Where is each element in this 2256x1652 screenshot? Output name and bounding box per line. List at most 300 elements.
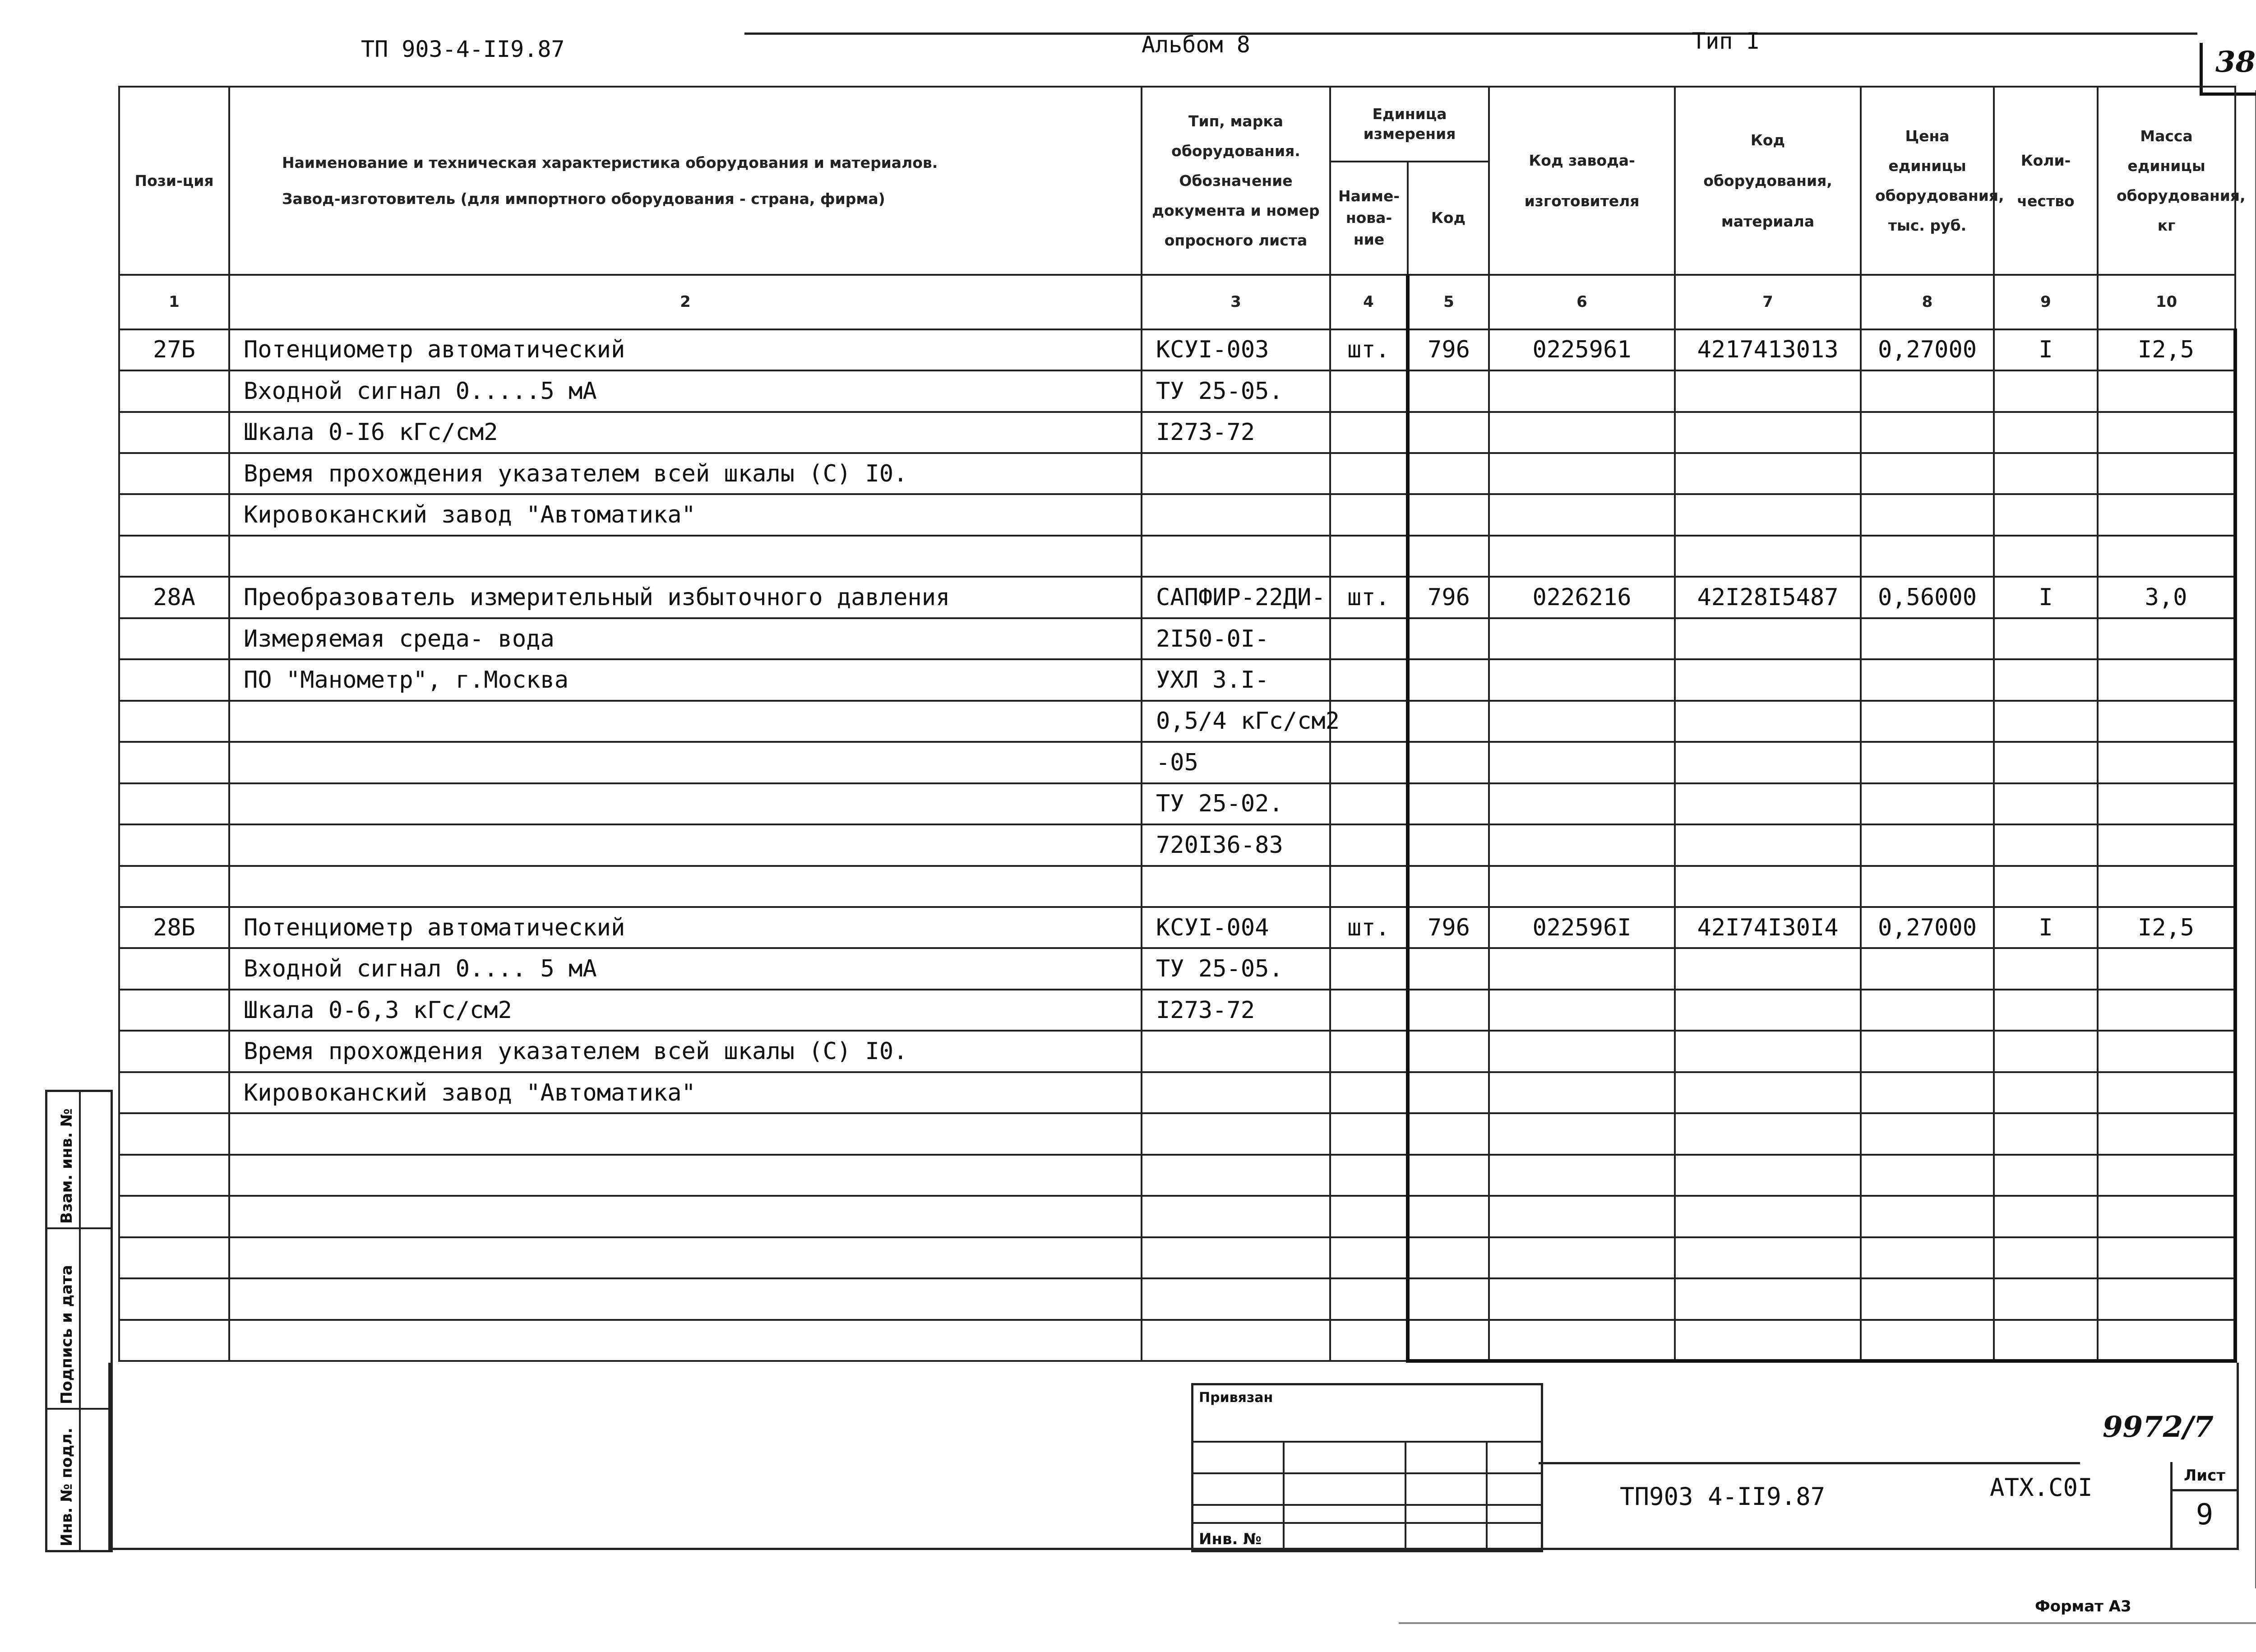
table-row [119, 1031, 2235, 1072]
cell-pos: 27Б [119, 329, 229, 370]
cell-equip [1675, 783, 1861, 824]
cell-unit [1330, 1320, 1408, 1361]
cell-unit [1330, 1278, 1408, 1319]
cell-plant [1489, 453, 1675, 494]
cell-qty [1994, 1237, 2098, 1278]
cell-plant [1489, 1031, 1675, 1072]
cell-pos [119, 1196, 229, 1237]
cell-pos [119, 1072, 229, 1113]
cell-type: КСУI-003 [1142, 329, 1330, 370]
col-header-unit: Единица измерения [1330, 87, 1489, 162]
cell-name: Шкала 0-I6 кГс/см2 [229, 412, 1142, 453]
cell-price [1861, 824, 1994, 865]
cell-equip [1675, 1237, 1861, 1278]
cell-code [1408, 453, 1489, 494]
cell-mass [2098, 1237, 2235, 1278]
cell-mass [2098, 412, 2235, 453]
cell-equip: 42I74I30I4 [1675, 907, 1861, 948]
col-header-equip-code: Код оборудования, материала [1675, 87, 1861, 275]
cell-price [1861, 1320, 1994, 1361]
cell-mass [2098, 948, 2235, 989]
cell-equip [1675, 370, 1861, 412]
table-row [119, 659, 2235, 700]
cell-unit [1330, 494, 1408, 535]
cell-pos [119, 494, 229, 535]
table-row [119, 701, 2235, 742]
cell-price [1861, 742, 1994, 783]
cell-qty [1994, 412, 2098, 453]
cell-qty [1994, 1196, 2098, 1237]
cell-name [229, 783, 1142, 824]
cell-code [1408, 370, 1489, 412]
cell-plant [1489, 618, 1675, 659]
cell-plant [1489, 1237, 1675, 1278]
cell-unit [1330, 412, 1408, 453]
sidebar-cell-inv-podl [47, 1408, 111, 1550]
cell-unit [1330, 536, 1408, 577]
sheet-number: 9 [2196, 1498, 2214, 1532]
cell-code: 796 [1408, 577, 1489, 618]
cell-name: Время прохождения указателем всей шкалы (С) I0. [229, 453, 1142, 494]
col-header-name-line2: Завод-изготовитель (для импортного оборудования - страна, фирма) [282, 190, 885, 208]
cell-type [1142, 536, 1330, 577]
cell-plant [1489, 1113, 1675, 1154]
cell-mass [2098, 1155, 2235, 1196]
table-row [119, 618, 2235, 659]
cell-plant [1489, 948, 1675, 989]
cell-type: 0,5/4 кГс/см2 [1142, 701, 1330, 742]
cell-unit [1330, 1031, 1408, 1072]
cell-code [1408, 536, 1489, 577]
cell-qty [1994, 370, 2098, 412]
cell-code [1408, 866, 1489, 907]
doc-code: ТП 903-4-II9.87 [361, 36, 565, 62]
cell-mass [2098, 742, 2235, 783]
table-row [119, 1113, 2235, 1154]
cell-equip [1675, 1072, 1861, 1113]
table-row [119, 824, 2235, 865]
cell-unit [1330, 990, 1408, 1031]
handwritten-number: 9972/7 [2103, 1410, 2214, 1444]
cell-unit [1330, 742, 1408, 783]
cell-price [1861, 990, 1994, 1031]
cell-code [1408, 1155, 1489, 1196]
cell-mass [2098, 1278, 2235, 1319]
cell-equip [1675, 824, 1861, 865]
cell-unit [1330, 1196, 1408, 1237]
cell-equip [1675, 618, 1861, 659]
cell-price [1861, 1237, 1994, 1278]
cell-pos: 28А [119, 577, 229, 618]
cell-unit: шт. [1330, 577, 1408, 618]
cell-plant [1489, 1155, 1675, 1196]
cell-unit [1330, 783, 1408, 824]
cell-price [1861, 1113, 1994, 1154]
cell-unit [1330, 618, 1408, 659]
cell-price [1861, 659, 1994, 700]
table-row [119, 783, 2235, 824]
cell-mass: I2,5 [2098, 907, 2235, 948]
cell-type: 2I50-0I- [1142, 618, 1330, 659]
cell-code [1408, 494, 1489, 535]
cell-qty [1994, 948, 2098, 989]
cell-name: Кировоканский завод "Автоматика" [229, 494, 1142, 535]
cell-mass [2098, 1196, 2235, 1237]
cell-pos [119, 824, 229, 865]
cell-code: 796 [1408, 329, 1489, 370]
column-number: 6 [1489, 275, 1675, 329]
cell-type [1142, 1155, 1330, 1196]
column-number: 9 [1994, 275, 2098, 329]
cell-mass [2098, 990, 2235, 1031]
sidebar-label-inv-zam: Взам. инв. № [58, 1108, 76, 1224]
cell-name: Потенциометр автоматический [229, 907, 1142, 948]
col-header-name [229, 87, 1142, 275]
cell-equip [1675, 1031, 1861, 1072]
cell-pos [119, 618, 229, 659]
cell-type: I273-72 [1142, 990, 1330, 1031]
cell-mass [2098, 866, 2235, 907]
table-row [119, 990, 2235, 1031]
cell-price [1861, 948, 1994, 989]
cell-price [1861, 1031, 1994, 1072]
cell-equip [1675, 1320, 1861, 1361]
frame-top-line [744, 32, 2197, 35]
cell-pos [119, 742, 229, 783]
cell-qty [1994, 783, 2098, 824]
sidebar-label-inv-podl: Инв. № подл. [58, 1427, 76, 1546]
cell-plant: 022596I [1489, 907, 1675, 948]
stamp-atx-code: АТХ.С0I [1990, 1473, 2093, 1502]
cell-name: ПО "Манометр", г.Москва [229, 659, 1142, 700]
cell-type [1142, 494, 1330, 535]
cell-equip [1675, 701, 1861, 742]
cell-type [1142, 1072, 1330, 1113]
cell-type: УХЛ 3.I- [1142, 659, 1330, 700]
sidebar-cell-sign-date [47, 1227, 111, 1410]
specification-table [118, 86, 2246, 1363]
cell-type: 720I36-83 [1142, 824, 1330, 865]
table-row [119, 1320, 2235, 1361]
column-number: 10 [2098, 275, 2235, 329]
cell-equip: 42I28I5487 [1675, 577, 1861, 618]
cell-qty [1994, 659, 2098, 700]
cell-unit [1330, 1155, 1408, 1196]
cell-plant: 0225961 [1489, 329, 1675, 370]
format-label: Формат А3 [2035, 1597, 2131, 1615]
cell-code [1408, 1031, 1489, 1072]
table-row [119, 948, 2235, 989]
cell-equip [1675, 1196, 1861, 1237]
cell-code [1408, 701, 1489, 742]
cell-name: Преобразователь измерительный избыточного давления [229, 577, 1142, 618]
cell-qty: I [1994, 329, 2098, 370]
cell-name [229, 536, 1142, 577]
cell-plant [1489, 370, 1675, 412]
cell-code [1408, 948, 1489, 989]
cell-plant [1489, 1196, 1675, 1237]
cell-price: 0,56000 [1861, 577, 1994, 618]
cell-code: 796 [1408, 907, 1489, 948]
cell-name: Кировоканский завод "Автоматика" [229, 1072, 1142, 1113]
cell-plant [1489, 1072, 1675, 1113]
cell-unit [1330, 1237, 1408, 1278]
cell-price [1861, 1072, 1994, 1113]
cell-code [1408, 783, 1489, 824]
inv-number-label: Инв. № [1199, 1530, 1262, 1548]
cell-price [1861, 370, 1994, 412]
cell-qty [1994, 618, 2098, 659]
cell-plant [1489, 1320, 1675, 1361]
col-header-qty: Коли-чество [1994, 87, 2098, 275]
cell-qty [1994, 1113, 2098, 1154]
cell-code [1408, 990, 1489, 1031]
bottom-stamp-area [108, 1363, 2239, 1550]
binding-box [1191, 1383, 1543, 1552]
cell-code [1408, 659, 1489, 700]
cell-plant [1489, 412, 1675, 453]
cell-name: Входной сигнал 0.... 5 мА [229, 948, 1142, 989]
stamp-doc-code: ТП903 4-II9.87 [1620, 1482, 1826, 1511]
cell-plant [1489, 742, 1675, 783]
cell-pos: 28Б [119, 907, 229, 948]
cell-name [229, 1155, 1142, 1196]
cell-qty: I [1994, 907, 2098, 948]
table-row [119, 329, 2235, 370]
cell-mass [2098, 618, 2235, 659]
cell-qty [1994, 453, 2098, 494]
col-header-unit-code: Код [1408, 162, 1489, 275]
cell-equip [1675, 1113, 1861, 1154]
cell-pos [119, 1320, 229, 1361]
cell-mass [2098, 1320, 2235, 1361]
cell-pos [119, 370, 229, 412]
column-number: 2 [229, 275, 1142, 329]
column-number: 4 [1330, 275, 1408, 329]
cell-code [1408, 1320, 1489, 1361]
table-row [119, 370, 2235, 412]
cell-code [1408, 618, 1489, 659]
cell-pos [119, 1031, 229, 1072]
table-row [119, 866, 2235, 907]
col-header-plant-code: Код завода-изготовителя [1489, 87, 1675, 275]
cell-qty [1994, 1031, 2098, 1072]
cell-plant [1489, 494, 1675, 535]
cell-name [229, 866, 1142, 907]
sidebar-label-sign-date: Подпись и дата [58, 1265, 76, 1404]
cell-code [1408, 1072, 1489, 1113]
cell-unit [1330, 701, 1408, 742]
cell-pos [119, 990, 229, 1031]
cell-price [1861, 412, 1994, 453]
column-number-row [119, 275, 2235, 329]
cell-pos [119, 948, 229, 989]
stamp-top-line [1539, 1462, 2080, 1464]
cell-pos [119, 1113, 229, 1154]
cell-price [1861, 618, 1994, 659]
cell-price [1861, 494, 1994, 535]
cell-name: Время прохождения указателем всей шкалы (С) I0. [229, 1031, 1142, 1072]
cell-equip [1675, 494, 1861, 535]
cell-unit [1330, 659, 1408, 700]
cell-qty [1994, 824, 2098, 865]
cell-unit [1330, 824, 1408, 865]
cell-price [1861, 453, 1994, 494]
col-header-pos: Пози-ция [119, 87, 229, 275]
cell-code [1408, 412, 1489, 453]
cell-name: Входной сигнал 0.....5 мА [229, 370, 1142, 412]
cell-equip [1675, 412, 1861, 453]
cell-code [1408, 1113, 1489, 1154]
cell-type [1142, 1237, 1330, 1278]
cell-qty [1994, 701, 2098, 742]
cell-pos [119, 1278, 229, 1319]
cell-qty [1994, 742, 2098, 783]
cell-equip [1675, 453, 1861, 494]
cell-price [1861, 1155, 1994, 1196]
cell-name [229, 824, 1142, 865]
column-number: 1 [119, 275, 229, 329]
cell-pos [119, 701, 229, 742]
cell-price [1861, 701, 1994, 742]
cell-pos [119, 1155, 229, 1196]
cell-qty [1994, 1072, 2098, 1113]
cell-unit: шт. [1330, 907, 1408, 948]
cell-type [1142, 1320, 1330, 1361]
cell-unit [1330, 1072, 1408, 1113]
col-header-mass: Масса единицы оборудования, кг [2098, 87, 2235, 275]
column-number: 5 [1408, 275, 1489, 329]
album-label: Альбом 8 [1142, 32, 1250, 58]
cell-price: 0,27000 [1861, 329, 1994, 370]
sheet-box [2170, 1462, 2237, 1548]
cell-plant [1489, 536, 1675, 577]
cell-qty [1994, 866, 2098, 907]
cell-qty [1994, 1320, 2098, 1361]
cell-code [1408, 824, 1489, 865]
cell-price [1861, 783, 1994, 824]
cell-equip [1675, 990, 1861, 1031]
cell-equip [1675, 1278, 1861, 1319]
cell-pos [119, 866, 229, 907]
table-row [119, 1072, 2235, 1113]
cell-unit [1330, 370, 1408, 412]
cell-pos [119, 412, 229, 453]
cell-mass: I2,5 [2098, 329, 2235, 370]
cell-name [229, 1196, 1142, 1237]
cell-qty [1994, 536, 2098, 577]
table-row [119, 742, 2235, 783]
column-number: 3 [1142, 275, 1330, 329]
cell-mass [2098, 1113, 2235, 1154]
col-header-type: Тип, марка оборудования. Обозначение документа и номер опросного листа [1142, 87, 1330, 275]
cell-price [1861, 1278, 1994, 1319]
col-header-name-line1: Наименование и техническая характеристика оборудования и материалов. [282, 153, 938, 171]
cell-mass [2098, 370, 2235, 412]
cell-qty [1994, 1278, 2098, 1319]
cell-type: -05 [1142, 742, 1330, 783]
binding-label: Привязан [1199, 1390, 1273, 1406]
cell-equip [1675, 742, 1861, 783]
cell-mass [2098, 824, 2235, 865]
cell-equip [1675, 948, 1861, 989]
cell-equip [1675, 659, 1861, 700]
cell-name [229, 1278, 1142, 1319]
cell-mass [2098, 701, 2235, 742]
cell-unit [1330, 1113, 1408, 1154]
column-number: 8 [1861, 275, 1994, 329]
table-row [119, 1237, 2235, 1278]
cell-plant [1489, 701, 1675, 742]
cell-type: ТУ 25-05. [1142, 370, 1330, 412]
sidebar-cell-inv-zam [47, 1092, 111, 1229]
left-sidebar-stamp [45, 1090, 113, 1552]
cell-type: КСУI-004 [1142, 907, 1330, 948]
cell-code [1408, 1196, 1489, 1237]
cell-qty: I [1994, 577, 2098, 618]
table-row [119, 1196, 2235, 1237]
cell-name [229, 1113, 1142, 1154]
cell-type [1142, 1113, 1330, 1154]
cell-equip [1675, 1155, 1861, 1196]
cell-mass [2098, 453, 2235, 494]
cell-unit [1330, 866, 1408, 907]
cell-name [229, 701, 1142, 742]
cell-mass: 3,0 [2098, 577, 2235, 618]
table-row [119, 494, 2235, 535]
cell-pos [119, 659, 229, 700]
cell-equip [1675, 536, 1861, 577]
cell-name: Измеряемая среда- вода [229, 618, 1142, 659]
cell-type [1142, 1031, 1330, 1072]
cell-code [1408, 742, 1489, 783]
cell-name [229, 742, 1142, 783]
table-row [119, 907, 2235, 948]
cell-price: 0,27000 [1861, 907, 1994, 948]
table-row [119, 577, 2235, 618]
cell-plant [1489, 866, 1675, 907]
column-number: 7 [1675, 275, 1861, 329]
frame-bottom-line [1399, 1622, 2256, 1624]
cell-unit [1330, 453, 1408, 494]
cell-plant [1489, 990, 1675, 1031]
cell-plant [1489, 1278, 1675, 1319]
table-row [119, 453, 2235, 494]
corner-number: 38 [2215, 45, 2256, 79]
cell-pos [119, 783, 229, 824]
cell-type: ТУ 25-02. [1142, 783, 1330, 824]
cell-qty [1994, 494, 2098, 535]
cell-unit: шт. [1330, 329, 1408, 370]
cell-type [1142, 453, 1330, 494]
cell-pos [119, 1237, 229, 1278]
cell-mass [2098, 536, 2235, 577]
cell-name [229, 1237, 1142, 1278]
cell-price [1861, 866, 1994, 907]
cell-qty [1994, 990, 2098, 1031]
cell-mass [2098, 1031, 2235, 1072]
table-row [119, 412, 2235, 453]
cell-type [1142, 866, 1330, 907]
cell-type [1142, 1196, 1330, 1237]
cell-plant [1489, 659, 1675, 700]
cell-plant [1489, 783, 1675, 824]
cell-code [1408, 1237, 1489, 1278]
cell-price [1861, 536, 1994, 577]
table-row [119, 536, 2235, 577]
cell-qty [1994, 1155, 2098, 1196]
cell-mass [2098, 783, 2235, 824]
